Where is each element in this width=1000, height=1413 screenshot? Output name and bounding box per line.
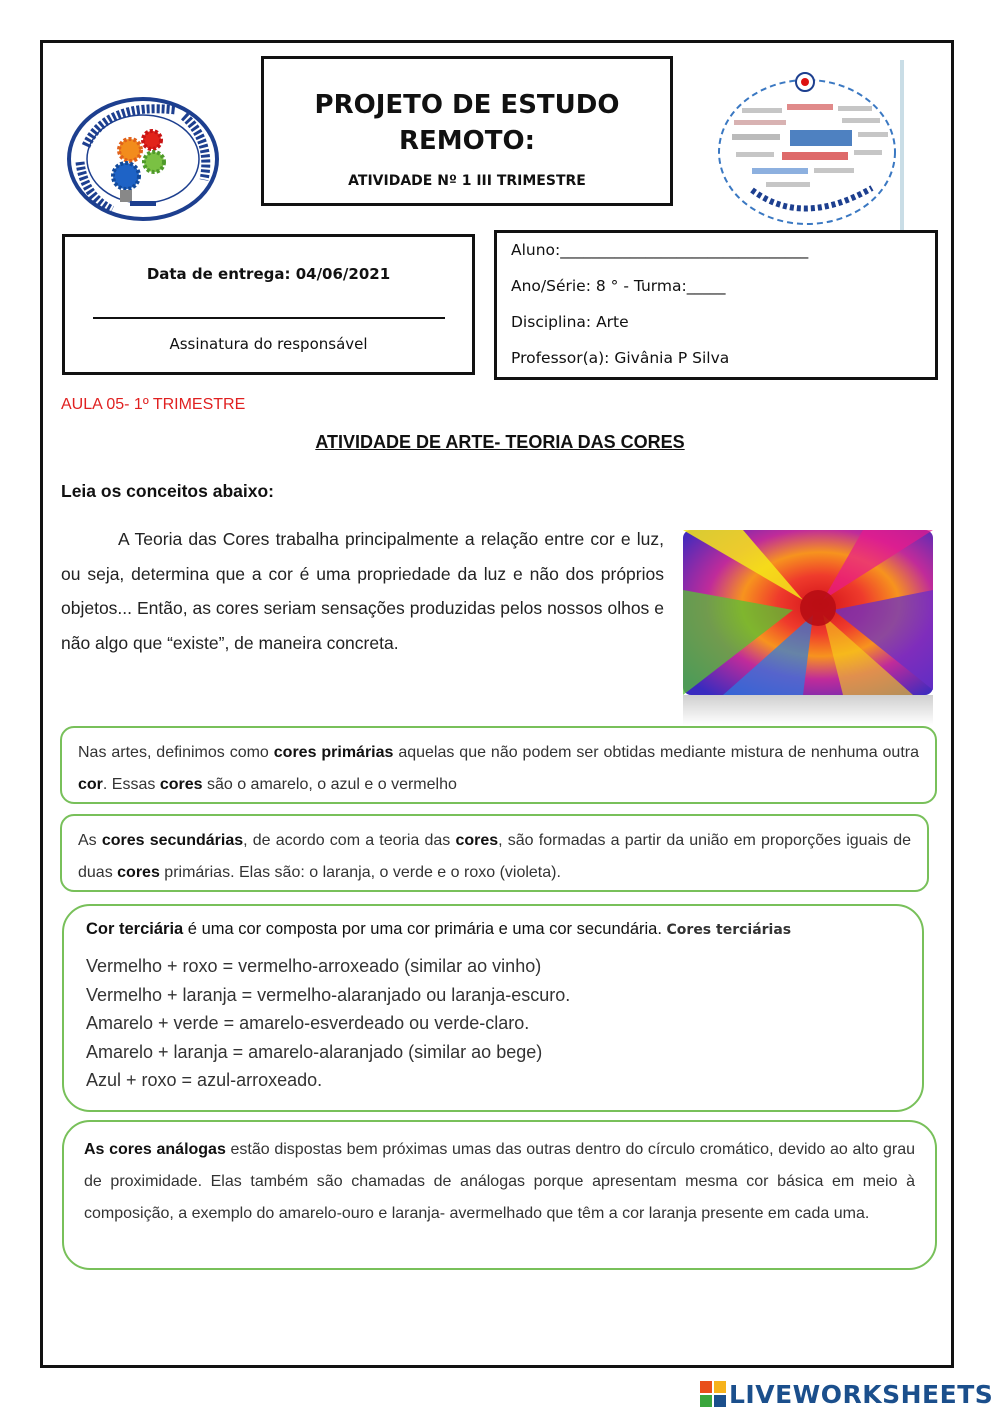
bold-term: Cor terciária	[86, 920, 184, 938]
bold-term: As cores análogas	[84, 1141, 226, 1158]
activity-title: ATIVIDADE DE ARTE- TEORIA DAS CORES	[315, 432, 685, 452]
text: , de acordo com a teoria das	[243, 832, 456, 849]
subtitle: ATIVIDADE Nº 1 III TRIMESTRE	[348, 173, 586, 189]
tertiary-tag: Cores terciárias	[666, 922, 792, 938]
bold-term: cores secundárias	[101, 832, 244, 849]
color-explosion-image	[683, 530, 933, 725]
signature-line	[93, 317, 445, 319]
read-prompt: Leia os conceitos abaixo:	[61, 481, 274, 501]
text: são o amarelo, o azul e o vermelho	[202, 776, 457, 793]
intro-paragraph	[61, 522, 664, 660]
primary-colors-box	[60, 726, 937, 804]
text: Nas artes, definimos como	[78, 744, 274, 761]
text: . Essas	[102, 776, 160, 793]
student-info-box	[494, 230, 938, 380]
teacher-label: Professor(a): Givânia P Silva	[511, 349, 730, 367]
text: é uma cor composta por uma cor primária e uma cor secundária.	[183, 920, 667, 938]
tertiary-line: Vermelho + laranja = vermelho-alaranjado ou laranja-escuro.	[86, 984, 571, 1005]
text: , são formadas a partir da união em proporções iguais de duas	[78, 832, 912, 881]
signature-label: Assinatura do responsável	[169, 335, 368, 353]
lesson-label: AULA 05- 1º TRIMESTRE	[61, 396, 246, 413]
text: As	[78, 832, 102, 849]
liveworksheets-text: LIVEWORKSHEETS	[729, 1379, 994, 1409]
bold-term: cores	[117, 864, 160, 881]
tertiary-line: Amarelo + laranja = amarelo-alaranjado (similar ao bege)	[86, 1041, 543, 1062]
delivery-box	[62, 234, 475, 375]
text: primárias. Elas são: o laranja, o verde e o roxo (violeta).	[159, 864, 561, 881]
liveworksheets-watermark	[700, 1378, 993, 1410]
tertiary-list	[86, 952, 900, 1095]
tertiary-lead	[86, 920, 900, 939]
text: estão dispostas bem próximas umas das outras dentro do círculo cromático, devido ao alto grau de proximidade. Elas também são chamadas de análogas porque apresentam mesma cor básica em meio à composição, a exemplo do amarelo-ouro e laranja- avermelhado que têm a cor laranja presente em cada uma.	[84, 1141, 915, 1222]
tertiary-line: Azul + roxo = azul-arroxeado.	[86, 1070, 323, 1090]
intro-text: A Teoria das Cores trabalha principalmente a relação entre cor e luz, ou seja, determina que a cor é uma propriedade da luz e não dos próprios objetos... Então, as cores seriam sensações produzidas pelos nossos olhos e não algo que “existe”, de maneira concreta.	[61, 529, 664, 653]
delivery-date: Data de entrega: 04/06/2021	[146, 265, 391, 283]
text: aquelas que não podem ser obtidas mediante mistura de nenhuma outra	[393, 744, 919, 761]
title-line-1: PROJETO DE ESTUDO	[314, 90, 620, 120]
tertiary-colors-box	[62, 904, 924, 1112]
analogous-colors-box	[62, 1120, 937, 1270]
title-line-2: REMOTO:	[399, 126, 535, 156]
student-name-field[interactable]: Aluno:________________________________	[511, 241, 809, 259]
bold-term: cores	[455, 832, 499, 849]
empatia-logo	[712, 60, 904, 232]
title-box	[261, 56, 673, 206]
school-logo	[66, 96, 220, 222]
tertiary-line: Amarelo + verde = amarelo-esverdeado ou verde-claro.	[86, 1013, 530, 1033]
bold-term: cor	[78, 776, 103, 793]
bold-term: cores primárias	[273, 744, 394, 761]
bold-term: cores	[159, 776, 203, 793]
liveworksheets-icon	[700, 1381, 726, 1407]
tertiary-line: Vermelho + roxo = vermelho-arroxeado (similar ao vinho)	[86, 956, 542, 976]
discipline-label: Disciplina: Arte	[511, 313, 629, 331]
secondary-colors-box	[60, 814, 929, 892]
grade-class-field[interactable]: Ano/Série: 8 ° - Turma:_____	[511, 277, 726, 295]
